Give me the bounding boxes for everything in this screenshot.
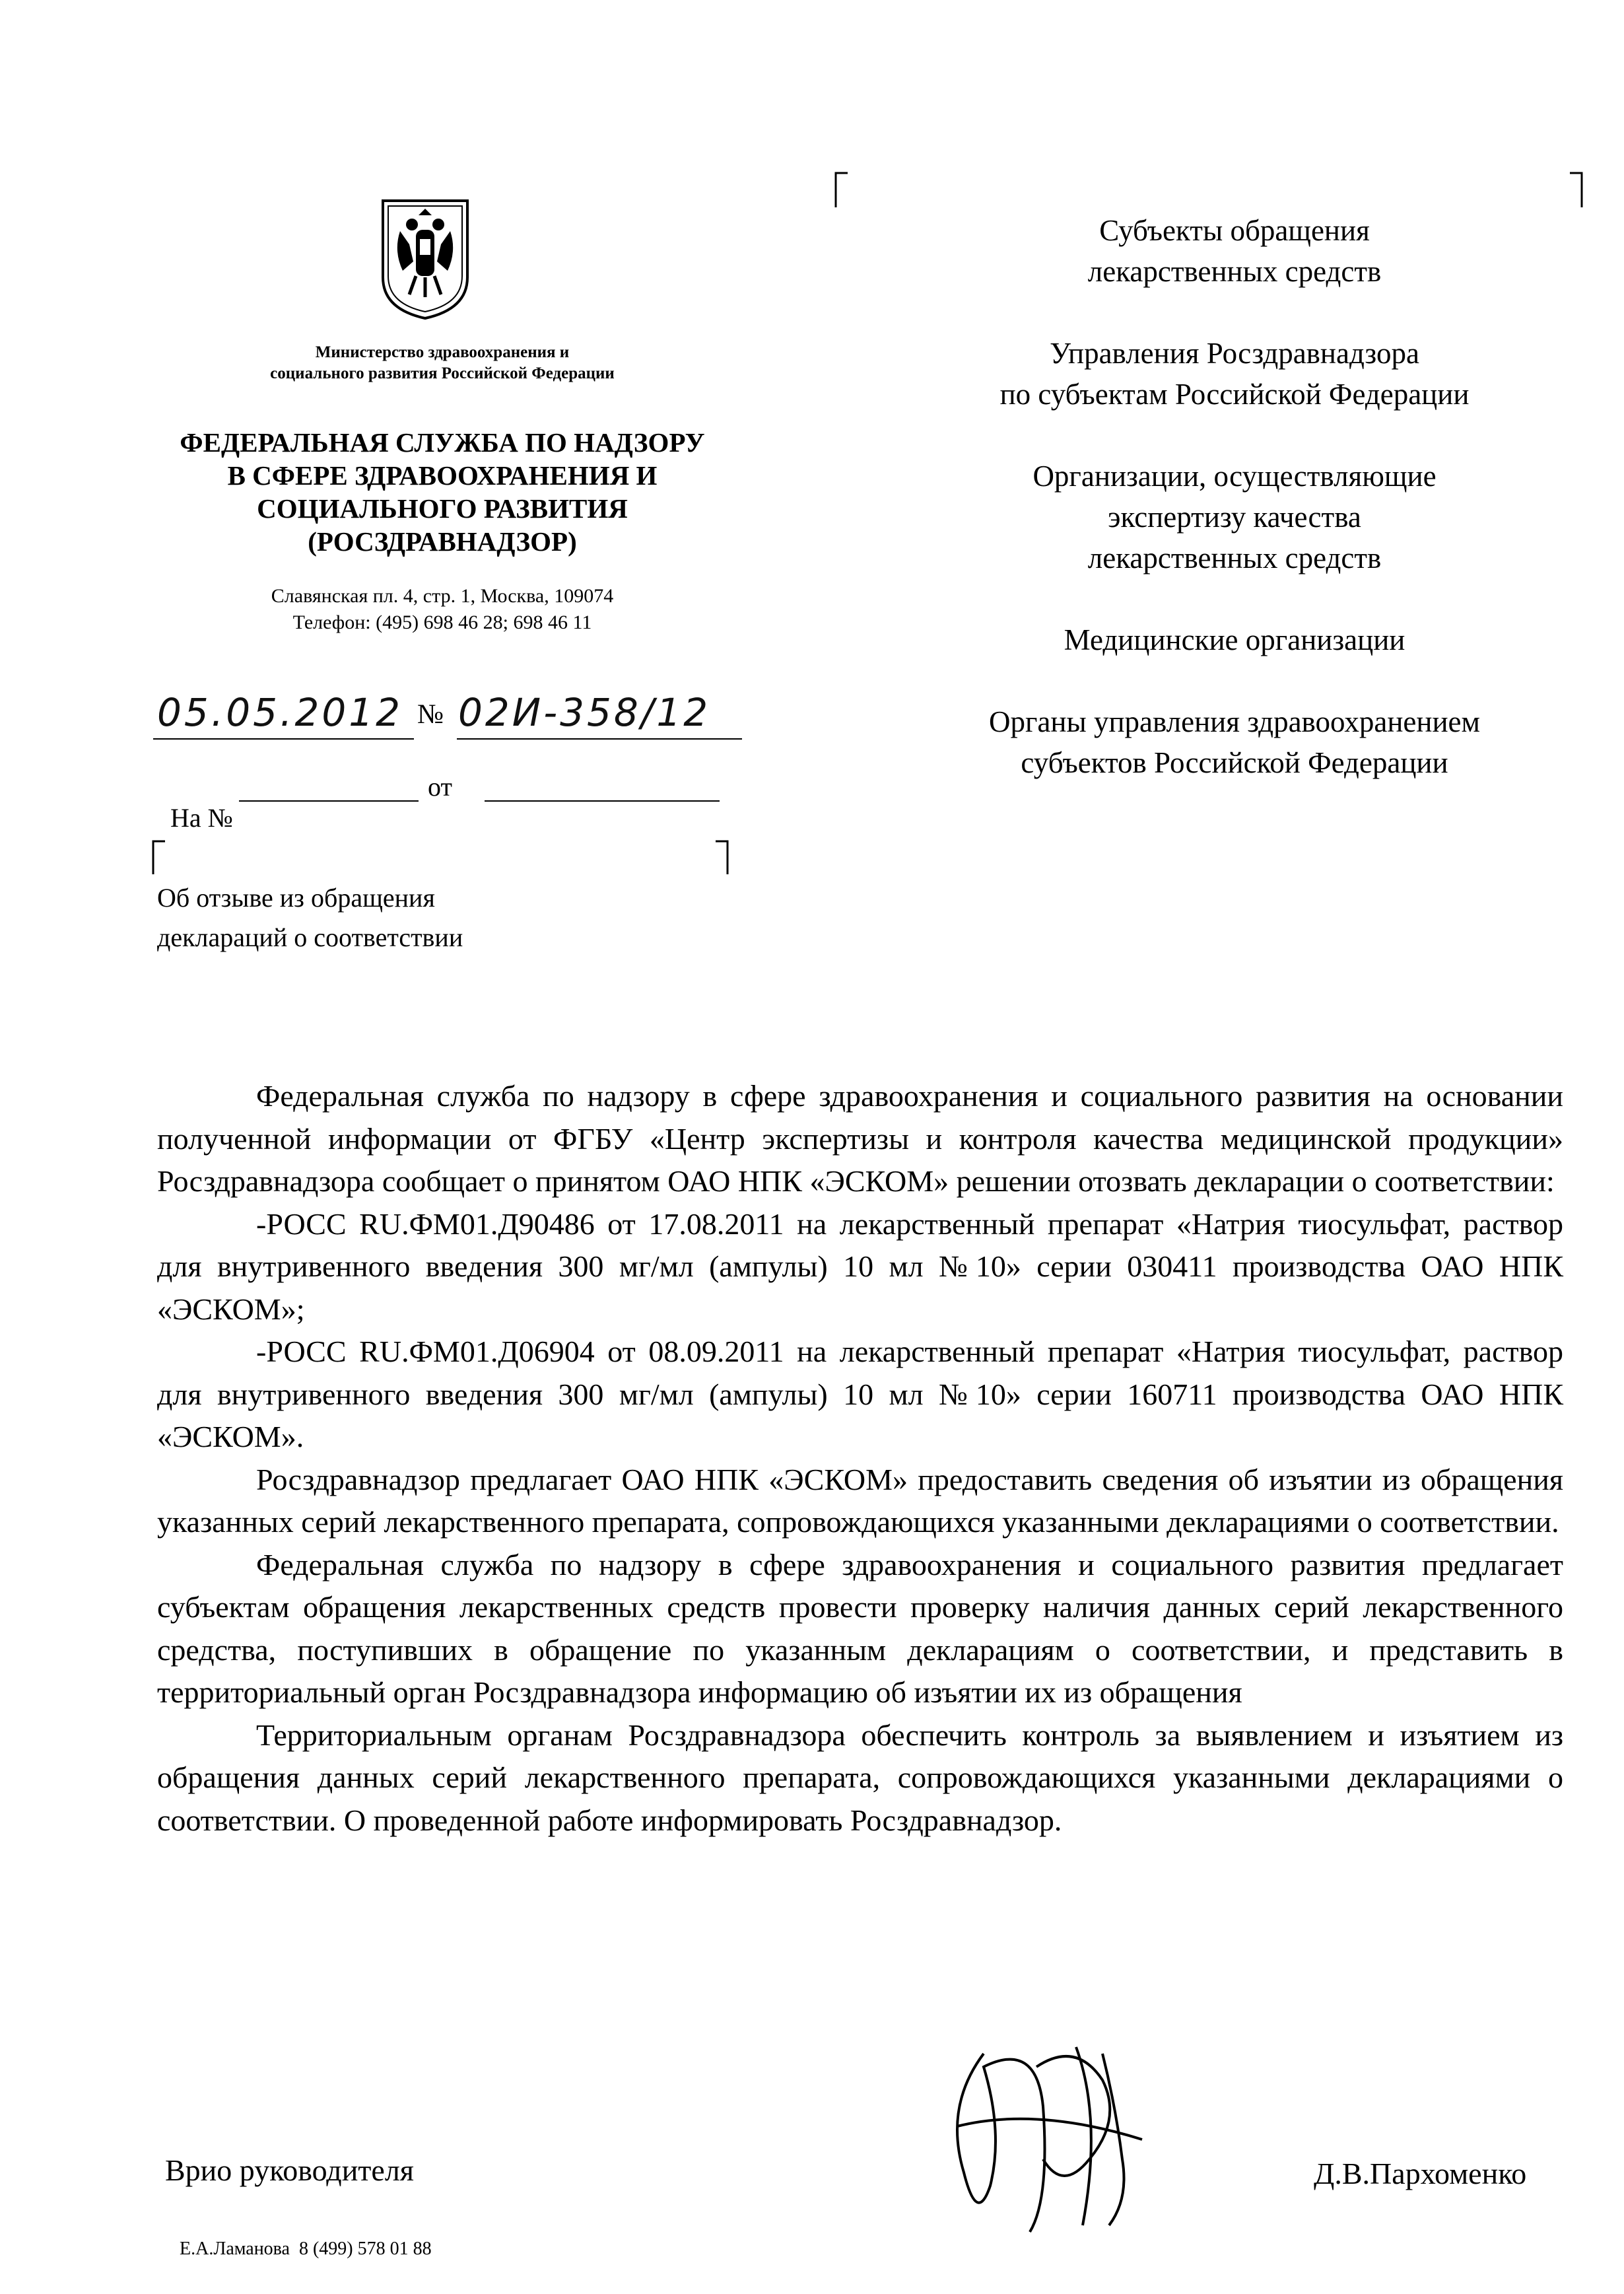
date-underline xyxy=(153,738,414,740)
recipient-item xyxy=(885,210,1584,292)
signer-name: Д.В.Пархоменко xyxy=(1314,2157,1527,2190)
recipient-line: по субъектам Российской Федерации xyxy=(999,378,1470,411)
recipient-line: Управления Росздравнадзора xyxy=(1050,337,1419,370)
recipient-item xyxy=(885,701,1584,783)
service-line-1: ФЕДЕРАЛЬНАЯ СЛУЖБА ПО НАДЗОРУ xyxy=(180,427,705,458)
reply-from-label: от xyxy=(428,772,452,802)
recipient-item xyxy=(885,333,1584,415)
address-line: Славянская пл. 4, стр. 1, Москва, 109074 xyxy=(271,585,614,607)
reply-number-label: На № xyxy=(170,803,233,833)
number-sign: № xyxy=(417,699,444,730)
reply-date-blank xyxy=(485,800,720,802)
reply-reference xyxy=(157,771,233,833)
subject-line-1: Об отзыве из обращения xyxy=(157,883,435,913)
recipient-line: лекарственных средств xyxy=(1087,541,1382,574)
ministry-name xyxy=(172,342,713,384)
recipient-line: лекарственных средств xyxy=(1087,255,1382,288)
recipient-item xyxy=(885,619,1584,660)
coat-of-arms-emblem xyxy=(380,198,470,321)
recipient-line: субъектов Российской Федерации xyxy=(1021,746,1448,779)
recipients-block xyxy=(885,210,1584,824)
recipient-line: Медицинские организации xyxy=(1064,623,1405,656)
service-line-2: В СФЕРЕ ЗДРАВООХРАНЕНИЯ И xyxy=(227,460,658,491)
letter-subject xyxy=(157,878,463,957)
signer-title: Врио руководителя xyxy=(165,2153,414,2187)
recipient-line: Субъекты обращения xyxy=(1099,214,1370,247)
service-line-4: (РОСЗДРАВНАДЗОР) xyxy=(308,526,577,557)
body-paragraph-6: Территориальным органам Росздравнадзора обеспечить контроль за выявлением и изъятием из обращения данных серий лекарственного препарата, сопровождающихся указанными декларациями о соответствии. О проведенной работе информировать Росздравнадзор. xyxy=(157,1718,1563,1837)
body-paragraph-5: Федеральная служба по надзору в сфере здравоохранения и социального развития предлагает субъектам обращения лекарственных средств провести проверку наличия данных серий лекарственного средства, поступивших в обращение по указанным декларациям о соответствии, и представить в территориальный орган Росздравнадзора информацию об изъятии их из обращения xyxy=(157,1547,1563,1709)
letter-body xyxy=(157,1075,1563,1842)
number-underline xyxy=(457,738,742,740)
subject-line-2: деклараций о соответствии xyxy=(157,922,463,952)
address-block xyxy=(172,583,713,636)
phone-line: Телефон: (495) 698 46 28; 698 46 11 xyxy=(292,611,592,633)
recipient-item xyxy=(885,456,1584,578)
service-name xyxy=(132,426,753,558)
reply-number-blank xyxy=(239,800,419,802)
body-paragraph-2: -РОСС RU.ФМ01.Д90486 от 17.08.2011 на лекарственный препарат «Натрия тиосульфат, раствор для внутривенного введения 300 мг/мл (ампулы) 10 мл №10» серии 030411 производства ОАО НПК «ЭСКОМ»; xyxy=(157,1206,1563,1326)
service-line-3: СОЦИАЛЬНОГО РАЗВИТИЯ xyxy=(257,493,628,524)
subject-brackets xyxy=(151,839,731,878)
recipient-line: Органы управления здравоохранением xyxy=(988,705,1481,738)
body-paragraph-3: -РОСС RU.ФМ01.Д06904 от 08.09.2011 на лекарственный препарат «Натрия тиосульфат, раствор для внутривенного введения 300 мг/мл (ампулы) 10 мл №10» серии 160711 производства ОАО НПК «ЭСКОМ». xyxy=(157,1335,1563,1453)
handwritten-signature xyxy=(904,2027,1182,2245)
ministry-line-1: Министерство здравоохранения и xyxy=(315,343,570,361)
body-paragraph-1: Федеральная служба по надзору в сфере здравоохранения и социального развития на основании полученной информации от ФГБУ «Центр экспертизы и контроля качества медицинской продукции» Росздравнадзора сообщает о принятом ОАО НПК «ЭСКОМ» решении отозвать декларации о соответствии: xyxy=(157,1079,1563,1198)
registration-date: 05.05.2012 xyxy=(157,690,403,735)
executor-contact: Е.А.Ламанова 8 (499) 578 01 88 xyxy=(180,2239,432,2259)
ministry-line-2: социального развития Российской Федерации xyxy=(270,365,615,382)
registration-number: 02И-358/12 xyxy=(458,690,711,735)
recipient-brackets xyxy=(833,170,1586,210)
recipient-line: Организации, осуществляющие xyxy=(1032,460,1437,493)
recipient-line: экспертизу качества xyxy=(1108,501,1361,534)
body-paragraph-4: Росздравнадзор предлагает ОАО НПК «ЭСКОМ» предоставить сведения об изъятии из обращения указанных серий лекарственного препарата, сопровождающихся указанными декларациями о соответствии. xyxy=(157,1462,1563,1539)
